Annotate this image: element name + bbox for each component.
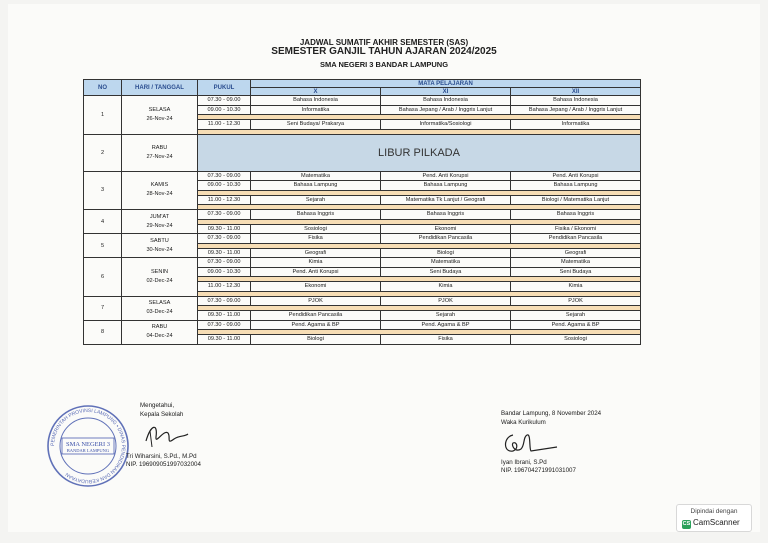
day-name: KAMIS [150,182,169,189]
header-class-xi: XI [381,88,511,96]
day-date: 02-Dec-24 [146,277,173,284]
subject-xi: Matematika [381,258,511,268]
subject-xii: Bahasa Inggris [511,210,641,220]
subject-xii: Sosiologi [511,335,641,345]
time-cell: 07.30 - 09.00 [198,171,251,181]
day-date: 26-Nov-24 [146,115,173,122]
day-number: 5 [84,234,122,258]
time-cell: 09.30 - 11.00 [198,335,251,345]
principal-nip: NIP. 196909051997032004 [126,461,201,468]
subject-x: Bahasa Indonesia [251,96,381,106]
vice-principal-name: Iyan Ibrani, S.Pd [501,458,547,466]
subject-xi: Ekonomi [381,224,511,234]
subject-x: Matematika [251,171,381,181]
vice-principal-title: Waka Kurikulum [501,418,546,426]
day-date: 03-Dec-24 [146,309,173,315]
day-cell [122,171,198,210]
table-row [84,258,641,268]
time-cell: 09.30 - 11.00 [198,311,251,321]
signature-block-left [126,402,201,470]
subject-x: Sosiologi [251,224,381,234]
subject-x: Pend. Agama & BP [251,320,381,330]
camscanner-watermark [676,504,752,532]
header-time: PUKUL [198,80,251,96]
header-subjects: MATA PELAJARAN [251,80,641,88]
day-date: 27-Nov-24 [146,153,173,160]
time-cell: 09.00 - 10.30 [198,105,251,115]
time-cell: 11.00 - 12.30 [198,195,251,205]
day-date: 04-Dec-24 [146,333,173,339]
table-row [84,234,641,244]
subject-x: Biologi [251,335,381,345]
vice-principal-nip: NIP. 196704271991031007 [501,467,576,474]
subject-xii: PJOK [511,296,641,306]
subject-xii: Kimia [511,282,641,292]
title-line-1: JADWAL SUMATIF AKHIR SEMESTER (SAS) [299,38,469,47]
subject-xii: Pend. Agama & BP [511,320,641,330]
subject-xii: Sejarah [511,311,641,321]
subject-x: Seni Budaya/ Prakarya [251,120,381,130]
time-cell: 07.30 - 09.00 [198,210,251,220]
subject-xii: Matematika [511,258,641,268]
table-row [84,296,641,306]
day-number: 4 [84,210,122,234]
subject-xi: Bahasa Inggris [381,210,511,220]
subject-xii: Bahasa Indonesia [511,96,641,106]
subject-x: Kimia [251,258,381,268]
subject-xi: Informatika/Sosiologi [381,120,511,130]
day-cell [122,320,198,344]
day-name: JUM'AT [149,213,170,220]
day-date: 29-Nov-24 [146,222,173,229]
table-row [84,171,641,181]
subject-xi: Pend. Anti Korupsi [381,171,511,181]
schedule-table [83,79,641,345]
table-row [84,96,641,106]
day-cell [122,258,198,297]
subject-xi: Fisika [381,335,511,345]
day-cell [122,210,198,234]
place-date: Bandar Lampung, 8 November 2024 [501,410,602,417]
subject-xii: Pend. Anti Korupsi [511,171,641,181]
subject-x: Fisika [251,234,381,244]
subject-xii: Geografi [511,248,641,258]
subject-xii: Seni Budaya [511,267,641,277]
day-number: 6 [84,258,122,297]
header-day: HARI / TANGGAL [122,80,198,96]
subject-x: Bahasa Lampung [251,181,381,191]
day-name: RABU [151,324,168,330]
day-cell [122,296,198,320]
subject-xi: Seni Budaya [381,267,511,277]
day-date: 30-Nov-24 [146,246,173,253]
subject-xi: Kimia [381,282,511,292]
stamp-center-text: SMA NEGERI 3 [65,441,111,448]
day-date: 28-Nov-24 [146,191,173,198]
subject-xi: Bahasa Jepang / Arab / Inggris Lanjut [381,105,511,115]
subject-xi: Bahasa Lampung [381,181,511,191]
subject-x: Bahasa Inggris [251,210,381,220]
camscanner-logo-icon: CS [682,521,691,527]
subject-xi: Sejarah [381,311,511,321]
time-cell: 09.00 - 10.30 [198,267,251,277]
time-cell: 07.30 - 09.00 [198,234,251,244]
time-cell: 07.30 - 09.00 [198,96,251,106]
school-stamp [46,404,130,488]
subject-xi: PJOK [381,296,511,306]
subject-xii: Fisika / Ekonomi [511,224,641,234]
subject-xi: Pend. Agama & BP [381,320,511,330]
time-cell: 09.30 - 11.00 [198,224,251,234]
subject-xi: Pendidikan Pancasila [381,234,511,244]
day-cell [122,234,198,258]
title-line-3: SMA NEGERI 3 BANDAR LAMPUNG [319,60,449,69]
header-class-x: X [251,88,381,96]
header-class-xii: XII [511,88,641,96]
header-no: NO [84,80,122,96]
time-cell: 07.30 - 09.00 [198,258,251,268]
time-cell: 07.30 - 09.00 [198,320,251,330]
subject-x: Pendidikan Pancasila [251,311,381,321]
day-number: 7 [84,296,122,320]
subject-xii: Bahasa Lampung [511,181,641,191]
subject-xii: Bahasa Jepang / Arab / Inggris Lanjut [511,105,641,115]
day-name: RABU [151,144,168,151]
subject-x: Informatika [251,105,381,115]
day-name: SABTU [150,237,169,244]
subject-x: Ekonomi [251,282,381,292]
stamp-ring-text: PEMERINTAH PROVINSI LAMPUNG • DINAS PENDIDIKAN DAN KEBUDAYAAN [49,407,127,485]
subject-x: Geografi [251,248,381,258]
principal-signature [126,419,196,449]
subject-xi: Matematika Tk Lanjut / Geografi [381,195,511,205]
subject-x: PJOK [251,296,381,306]
time-cell: 07.30 - 09.00 [198,296,251,306]
table-row [84,134,641,171]
watermark-app: CamScanner [693,518,740,527]
principal-title: Kepala Sekolah [140,410,184,418]
day-name: SELASA [148,106,171,113]
title-line-2: SEMESTER GANJIL TAHUN AJARAN 2024/2025 [271,46,497,57]
stamp-center-text-2: BANDAR LAMPUNG [66,448,110,453]
principal-name: Tri Wiharsini, S.Pd., M.Pd [126,452,197,460]
subject-x: Pend. Anti Korupsi [251,267,381,277]
day-number: 3 [84,171,122,210]
time-cell: 11.00 - 12.30 [198,120,251,130]
subject-xii: Biologi / Matematika Lanjut [511,195,641,205]
time-cell: 09.30 - 11.00 [198,248,251,258]
day-cell [122,96,198,135]
watermark-label: Dipindai dengan [690,508,738,515]
holiday-cell: LIBUR PILKADA [198,134,641,171]
day-number: 8 [84,320,122,344]
subject-xii: Pendidikan Pancasila [511,234,641,244]
time-cell: 11.00 - 12.30 [198,282,251,292]
vice-principal-signature [501,427,571,455]
subject-xi: Bahasa Indonesia [381,96,511,106]
subject-xii: Informatika [511,120,641,130]
table-row [84,210,641,220]
table-row [84,320,641,330]
signature-block-right [501,410,601,476]
time-cell: 09.00 - 10.30 [198,181,251,191]
day-number: 1 [84,96,122,135]
acknowledge-label: Mengetahui, [140,402,175,409]
day-cell [122,134,198,171]
day-name: SENIN [150,268,169,275]
day-name: SELASA [148,300,171,306]
day-number: 2 [84,134,122,171]
subject-x: Sejarah [251,195,381,205]
subject-xi: Biologi [381,248,511,258]
